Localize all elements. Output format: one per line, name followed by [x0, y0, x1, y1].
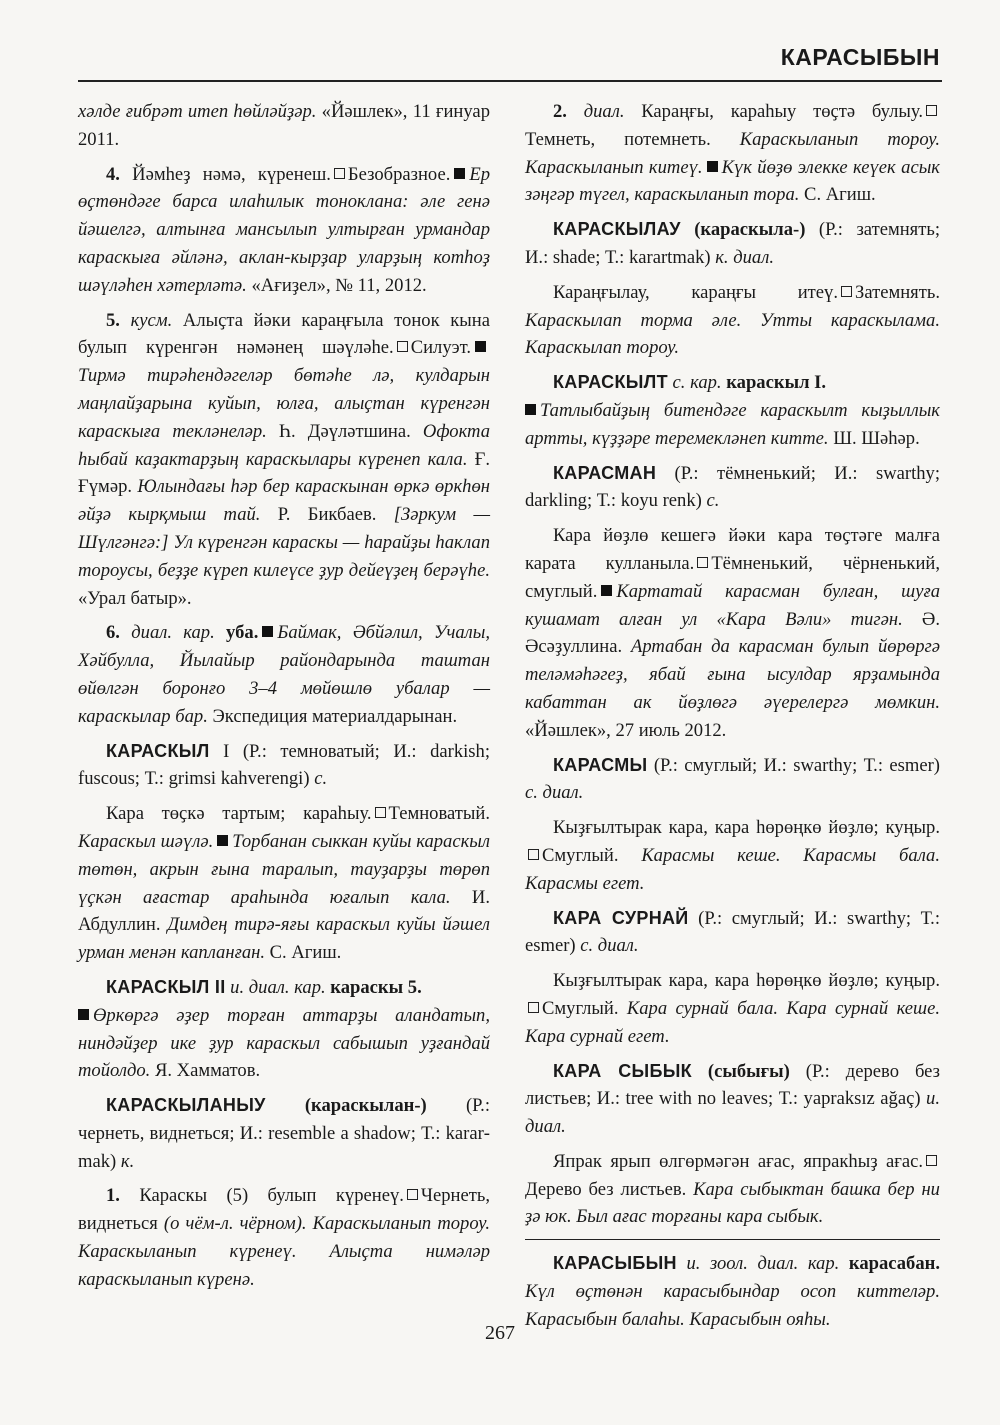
entry-body — [525, 814, 940, 897]
label: кусм. — [119, 309, 173, 331]
russian-marker-icon — [407, 1189, 418, 1200]
entry-continuation — [78, 98, 490, 154]
headword-stem: (сыбығы) — [691, 1060, 790, 1082]
sense-6 — [78, 619, 490, 730]
headword: КАРАСКЫЛАУ — [553, 219, 681, 240]
russian-marker-icon — [528, 849, 539, 860]
russian-marker-icon — [926, 1155, 937, 1166]
russian-equivalent: Силуэт. — [410, 337, 471, 359]
source: С. Агиш. — [799, 184, 876, 206]
headword: КАРАСКЫЛ — [106, 740, 210, 761]
sense-5 — [78, 307, 490, 613]
example-text: хәлде ғибрәт итеп һөйләйҙәр. — [78, 101, 317, 122]
example-marker-icon — [262, 626, 273, 637]
part-of-speech: с. — [701, 490, 720, 512]
example-text: Күк йөҙө элекке кеүек асык зәңгәр түгел, караскыланып тора. — [525, 156, 940, 206]
label: с. кар. — [667, 372, 722, 394]
example-text: Өркөргә әҙер торған аттарҙы аландатып, ниндәйҙер ике ҙур караскыл сабышып уҙғандай тойолдо. — [78, 1004, 490, 1082]
cross-reference: карасабан. — [839, 1253, 941, 1275]
definition: Кара төҫкә тартым; караһыу. — [106, 803, 372, 825]
source: Я. Хамматов. — [150, 1060, 261, 1082]
part-of-speech: к. диал. — [710, 246, 774, 268]
source: Экспедиция материалдарынан. — [207, 705, 458, 727]
russian-equivalent: Тёмненький, чёрненький, смуглый. — [525, 552, 940, 602]
russian-equivalent: Темноватый. — [388, 803, 490, 825]
translations: (Р.: чернеть, виднеться; И.: resemble a shadow; Т.: kararmak) — [78, 1095, 490, 1172]
russian-equivalent: Темнеть, потемнеть. — [525, 128, 711, 150]
headword: КАРАСМЫ — [553, 754, 648, 775]
headword: КАРАСКЫЛ II — [106, 976, 226, 997]
source: Ә. Әсәҙуллина. — [525, 608, 941, 658]
example-text: Карасмы кеше. Карасмы бала. Карасмы егет. — [525, 844, 940, 894]
entry-karasmy — [525, 752, 940, 808]
example-text: Димдең тирә-яғы караскыл куйы йәшел урман менән капланған. — [78, 914, 490, 964]
source: Ғ. Ғүмәр. — [78, 448, 490, 498]
definition: Кыҙғылтырак кара, кара һөрөңкө йөҙлө; куңыр. — [553, 970, 940, 992]
definition: Япрак ярып өлгөрмәгән ағас, япракһыҙ ағас. — [553, 1150, 923, 1172]
part-of-speech: и. диал. — [525, 1088, 941, 1138]
section-divider — [525, 1239, 940, 1240]
translations: I (Р.: темноватый; И.: darkish; fuscous; Т.: grimsi kahverengi) — [78, 740, 490, 790]
source: Ш. Шәһәр. — [828, 427, 920, 449]
definition: Караңғы, караһыу төҫтә булыу. — [624, 101, 923, 122]
russian-marker-icon — [528, 1002, 539, 1013]
example-text: Артабан да карасман булып йөрөргә теләмәһәгеҙ, ябай ғына ысулдар ярҙамында кабаттан ак йөҙлөгә әүерелергә мөмкин. — [525, 636, 940, 713]
russian-marker-icon — [375, 807, 386, 818]
entry-body — [525, 279, 940, 362]
example-text: Караскыл шәүлә. — [78, 830, 214, 852]
entry-body — [525, 1148, 940, 1231]
russian-equivalent: Безобразное. — [347, 163, 451, 185]
definition: Йәмһеҙ нәмә, күренеш. — [119, 163, 331, 185]
sense-4 — [78, 161, 490, 300]
translations: (Р.: тёмненький; И.: swarthy; darkling; Т.: koyu renk) — [525, 462, 940, 512]
example-text: Татлыбайҙың битендәге караскылт кыҙыллык артты, күҙҙәре теремекләнеп китте. — [525, 399, 940, 449]
part-of-speech: с. диал. — [575, 935, 639, 957]
sense-number: 4. — [106, 163, 120, 185]
source: Р. Бикбаев. — [260, 504, 377, 526]
entry-kara-sybyk — [525, 1058, 940, 1141]
page-number: 267 — [485, 1322, 515, 1344]
translations: (Р.: затемнять; И.: shade; Т.: karartmak) — [525, 219, 941, 268]
entry-karaskylau — [525, 216, 940, 272]
russian-equivalent: Дерево без листьев. — [525, 1178, 687, 1200]
entry-body — [78, 800, 490, 967]
sense-number: 5. — [106, 309, 120, 331]
left-column — [78, 98, 490, 1301]
source: С. Агиш. — [265, 942, 342, 964]
entry-karaskylt — [525, 369, 940, 452]
example-text: Тирмә тирәһендәгеләр бөтәһе лә, кулдарын маңлайҙарына куйып, юлға, алыҫтан күренгән караскыға текләнеләр. — [78, 365, 490, 442]
russian-equivalent: Чернеть, виднеться — [78, 1185, 490, 1235]
headword: КАРАСМАН — [553, 462, 657, 483]
example-marker-icon — [525, 404, 536, 415]
label: диал. — [566, 101, 625, 122]
russian-marker-icon — [841, 286, 852, 297]
entry-karaskyl-2 — [78, 974, 490, 1085]
example-text: Торбанан сыккан куйы караскыл төтөн, акрын ғына таралып, тауҙарҙы төрөп үҫкән ағастар араһында юғалып кала. — [78, 830, 490, 908]
sense-number: 1. — [106, 1185, 120, 1207]
example-marker-icon — [217, 835, 228, 846]
label: и. зоол. диал. кар. — [676, 1253, 840, 1275]
definition: Кыҙғылтырак кара, кара һөрөңкө йөҙлө; куңыр. — [553, 817, 940, 839]
example-text: Караскылап торма әле. Утты караскылама. Караскылап тороу. — [525, 309, 940, 359]
sense-number: 2. — [553, 101, 567, 122]
right-column — [525, 98, 940, 1341]
label: и. диал. кар. — [225, 976, 326, 998]
example-text: Картатай карасман булған, шуға кушамат алған ул «Кара Вәли» тигән. — [525, 580, 940, 630]
russian-marker-icon — [334, 168, 345, 179]
russian-equivalent: Смуглый. — [542, 844, 619, 866]
translations: (Р.: дерево без листьев; И.: tree with no leaves; Т.: yapraksız ağaç) — [525, 1060, 940, 1110]
headword-stem: (караскыла-) — [680, 219, 806, 241]
example-text: Кара сурнай бала. Кара сурнай кеше. Кара сурнай егет. — [525, 997, 940, 1047]
translations: (Р.: смуглый; И.: swarthy; Т.: esmer) — [647, 754, 940, 776]
source: «Йәшлек», 11 ғинуар 2011. — [78, 101, 490, 150]
russian-equivalent: Затемнять. — [855, 281, 940, 303]
entry-kara-surnay — [525, 905, 940, 961]
entry-karasman — [525, 460, 940, 516]
definition: Караскы (5) булып күренеү. — [119, 1185, 404, 1207]
definition: Кара йөҙлө кешегә йәки кара төҫтәге малға карата кулланыла. — [525, 525, 940, 574]
entry-karaskyl-1 — [78, 738, 490, 794]
example-marker-icon — [454, 168, 465, 179]
russian-note: (о чём-л. чёрном). — [157, 1213, 307, 1235]
headword-stem: (караскылан-) — [265, 1095, 427, 1117]
definition: Караңғылау, караңғы итеү. — [553, 281, 838, 303]
example-marker-icon — [601, 585, 612, 596]
russian-marker-icon — [697, 557, 708, 568]
sense-2 — [525, 98, 940, 209]
header-rule — [78, 80, 942, 82]
russian-marker-icon — [397, 341, 408, 352]
example-text: Юлындағы һәр бер караскынан өркә өркһөн әйҙә кырқмыш тай. — [78, 476, 490, 526]
part-of-speech: с. диал. — [525, 782, 584, 804]
example-text: Күл өҫтөнән карасыбындар осоп киттеләр. Карасыбын балаһы. Карасыбын ояһы. — [525, 1281, 940, 1330]
example-text: [Зәркум — Шүлгәнгә:] Ул күренгән караскы — һарайҙы һаклап тороусы, беҙҙе күреп килеүсе ҙур дейеүҙең берәүһе. — [78, 504, 490, 581]
definition: Алыҫта йәки караңғыла тонок кына булып күренгән нәмәнең шәүләһе. — [78, 309, 490, 359]
example-text: Караскыланып тороу. Караскыланып китеү. — [525, 128, 940, 178]
headword: КАРА СУРНАЙ — [553, 907, 689, 928]
entry-body — [525, 522, 940, 744]
example-marker-icon — [707, 161, 718, 172]
part-of-speech: к. — [116, 1150, 135, 1172]
example-text: Караскыланып тороу. Караскыланып күренеү. Алыҫта нимәләр караскыланып күренә. — [78, 1213, 491, 1290]
headword: КАРА СЫБЫК — [553, 1060, 692, 1081]
source: «Урал батыр». — [78, 587, 192, 609]
example-marker-icon — [475, 341, 486, 352]
headword: КАРАСКЫЛАНЫУ — [106, 1095, 266, 1116]
source: «Ағиҙел», № 11, 2012. — [246, 274, 427, 296]
entry-karaskylanyu — [78, 1092, 490, 1175]
sense-number: 6. — [106, 622, 120, 644]
cross-reference: караскыл I. — [721, 372, 827, 394]
russian-marker-icon — [926, 105, 937, 116]
source: И. Абдуллин. — [78, 886, 491, 936]
russian-equivalent: Смуглый. — [542, 997, 619, 1019]
example-text: Кара сыбыктан башка бер ни ҙә юк. Был ағас торғаны кара сыбык. — [525, 1178, 940, 1228]
source: Һ. Дәүләтшина. — [266, 420, 411, 442]
cross-reference: караскы 5. — [325, 976, 422, 998]
label: диал. кар. — [119, 622, 215, 644]
translations: (Р.: смуглый; И.: swarthy; Т.: esmer) — [525, 907, 940, 957]
headword: КАРАСКЫЛТ — [553, 372, 668, 393]
cross-reference: уба. — [214, 622, 259, 644]
running-head: КАРАСЫБЫН — [780, 44, 940, 70]
example-text: Офокта һыбай каҙактарҙың караскылары күренеп кала. — [78, 420, 490, 470]
sense-1 — [78, 1182, 490, 1293]
example-marker-icon — [78, 1009, 89, 1020]
example-text: Баймак, Әбйәлил, Учалы, Хәйбулла, Йылайыр райондарында таштан өйөлгән боронғо 3–4 мөйөшлө убалар — караскылар бар. — [78, 622, 491, 727]
part-of-speech: с. — [309, 768, 328, 790]
example-text: Ер өҫтөндәге барса илаһилык тоноклана: әле генә йәшелгә, алтынға мансылып ултырған урмандар караскыға әйләнә, аклан-кырҙар уларҙың котһоҙ шәүләһен хәтерләтә. — [78, 163, 490, 296]
entry-body — [525, 967, 940, 1050]
source: «Йәшлек», 27 июль 2012. — [525, 719, 727, 741]
headword: КАРАСЫБЫН — [553, 1253, 677, 1274]
